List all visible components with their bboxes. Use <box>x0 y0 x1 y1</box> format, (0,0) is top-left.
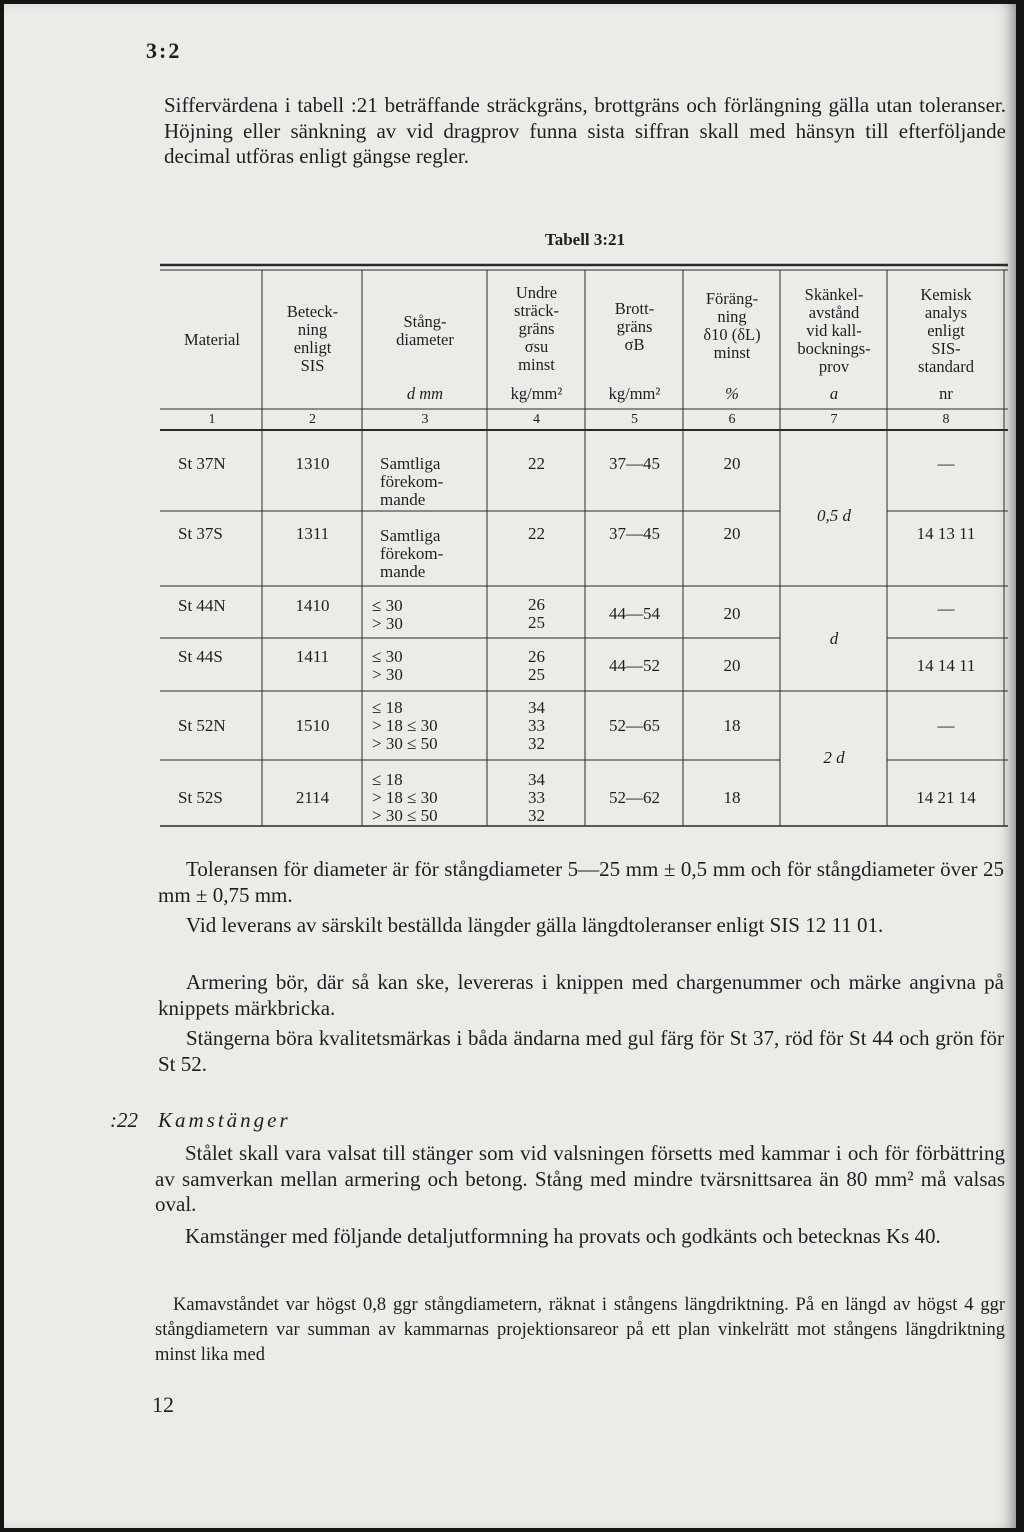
cell-brott: 37—45 <box>609 524 660 543</box>
cell-diameter: > 30 <box>372 665 403 684</box>
header-skankel-unit: a <box>829 384 839 403</box>
paragraph-armering: Armering bör, där så kan ske, levereras i knippen med chargenummer och märke angivna på knippets märkbricka. <box>158 970 1004 1020</box>
cell-diameter: > 30 ≤ 50 <box>372 734 438 753</box>
cell-undre: 33 <box>528 788 545 807</box>
cell-material: St 52S <box>178 788 223 807</box>
header-stangdiameter: Stång- diameter <box>396 312 454 349</box>
cell-kemisk: — <box>937 716 955 735</box>
cell-diameter: ≤ 30 <box>372 647 403 666</box>
section-number: :22 <box>110 1108 138 1132</box>
cell-undre: 25 <box>528 665 545 684</box>
header-kemisk: Kemisk analys enligt SIS- standard <box>918 285 974 376</box>
header-brott-unit: kg/mm² <box>608 384 661 403</box>
column-number: 3 <box>421 412 429 427</box>
cell-diameter: > 18 ≤ 30 <box>372 716 438 735</box>
cell-diameter: Samtliga förekom- mande <box>380 526 444 581</box>
cell-brott: 44—54 <box>609 604 660 623</box>
cell-kemisk: 14 14 11 <box>916 656 976 675</box>
cell-diameter: > 30 <box>372 614 403 633</box>
cell-undre: 33 <box>528 716 545 735</box>
intro-paragraph: Siffervärdena i tabell :21 beträffande sträckgräns, brottgräns och förlängning gälla utan toleranser. Höjning eller sänkning av vid dragprov funna sista siffran skall med hänsyn till efterföljande decimal utföras enligt gängse regler. <box>164 93 1006 168</box>
header-forlangning: Föräng- ning δ10 (δL) minst <box>703 289 761 362</box>
cell-diameter: > 30 ≤ 50 <box>372 806 438 825</box>
cell-forlangning: 18 <box>723 716 741 735</box>
cell-undre: 34 <box>528 770 545 789</box>
cell-undre: 26 <box>528 647 545 666</box>
cell-material: St 44S <box>178 647 223 666</box>
cell-material: St 44N <box>178 596 226 615</box>
cell-sis: 2114 <box>295 788 330 807</box>
cell-undre: 26 <box>528 595 545 614</box>
cell-brott: 44—52 <box>609 656 660 675</box>
cell-brott: 52—65 <box>609 716 660 735</box>
cell-brott: 52—62 <box>609 788 660 807</box>
cell-sis: 1310 <box>295 454 330 473</box>
column-number: 1 <box>208 412 216 427</box>
cell-skankel: 0,5 d <box>817 506 851 525</box>
cell-kemisk: — <box>937 454 955 473</box>
header-brott: Brott- gräns σB <box>614 299 655 354</box>
page-number: 12 <box>152 1392 174 1417</box>
header-stangdiameter-unit: d mm <box>406 384 444 403</box>
cell-kemisk: 14 21 14 <box>916 788 976 807</box>
cell-forlangning: 18 <box>723 788 741 807</box>
paragraph-kvalitetsmarkning: Stängerna böra kvalitetsmärkas i båda ändarna med gul färg för St 37, röd för St 44 och grön för St 52. <box>158 1026 1004 1076</box>
paragraph-tolerans: Toleransen för diameter är för stångdiameter 5—25 mm ± 0,5 mm och för stångdiameter över 25 mm ± 0,75 mm. <box>158 857 1004 907</box>
cell-skankel: d <box>829 629 839 648</box>
cell-undre: 32 <box>528 734 545 753</box>
column-number: 4 <box>533 412 540 427</box>
header-material: Material <box>184 330 240 349</box>
cell-diameter: ≤ 30 <box>372 596 403 615</box>
cell-kemisk: 14 13 11 <box>916 524 976 543</box>
cell-sis: 1311 <box>295 524 330 543</box>
section-title: Kamstänger <box>158 1108 291 1132</box>
section-page-header: 3:2 <box>146 38 182 63</box>
cell-forlangning: 20 <box>723 656 741 675</box>
column-number: 2 <box>309 412 316 427</box>
cell-undre: 32 <box>528 806 545 825</box>
column-number: 6 <box>728 412 736 427</box>
cell-material: St 37N <box>178 454 226 473</box>
header-beteckning: Beteck- ning enligt SIS <box>286 302 339 375</box>
cell-forlangning: 20 <box>723 524 741 543</box>
cell-diameter: ≤ 18 <box>372 698 403 717</box>
column-number: 5 <box>631 412 638 427</box>
table-caption: Tabell 3:21 <box>544 230 626 249</box>
cell-undre: 34 <box>528 698 545 717</box>
cell-undre: 22 <box>528 524 545 543</box>
cell-undre: 25 <box>528 613 545 632</box>
header-skankel: Skänkel- avstånd vid kall- bocknings- prov <box>797 285 871 376</box>
header-forlangning-unit: % <box>725 384 739 403</box>
column-number: 8 <box>942 412 950 427</box>
cell-kemisk: — <box>937 599 955 618</box>
column-number: 7 <box>830 412 838 427</box>
cell-material: St 37S <box>178 524 223 543</box>
paragraph-kamstanger-1: Stålet skall vara valsat till stänger som vid valsningen försetts med kammar i och för förbättring av samverkan mellan armering och betong. Stång med mindre tvärsnittsarea än 80 mm² må valsas oval. <box>155 1141 1005 1216</box>
header-undre-unit: kg/mm² <box>510 384 563 403</box>
cell-material: St 52N <box>178 716 226 735</box>
cell-sis: 1411 <box>295 647 330 666</box>
cell-brott: 37—45 <box>609 454 660 473</box>
paragraph-kamstanger-2: Kamstänger med följande detaljutformning ha provats och godkänts och betecknas Ks 40. <box>185 1224 941 1248</box>
paragraph-kamavstand: Kamavståndet var högst 0,8 ggr stångdiametern, räknat i stångens längdriktning. På en längd av högst 4 ggr stångdiametern var summan av kammarnas projektionsareor på ett plan vinkelrätt mot stångens längdriktning minst lika med <box>155 1295 1005 1365</box>
cell-forlangning: 20 <box>723 454 741 473</box>
cell-undre: 22 <box>528 454 545 473</box>
cell-diameter: > 18 ≤ 30 <box>372 788 438 807</box>
cell-sis: 1510 <box>295 716 330 735</box>
cell-diameter: ≤ 18 <box>372 770 403 789</box>
paragraph-leverans: Vid leverans av särskilt beställda längder gälla längdtoleranser enligt SIS 12 11 01. <box>186 913 884 937</box>
cell-forlangning: 20 <box>723 604 741 623</box>
cell-skankel: 2 d <box>823 748 845 767</box>
cell-diameter: Samtliga förekom- mande <box>380 454 444 509</box>
header-undre: Undre sträck- gräns σsu minst <box>514 283 559 374</box>
header-kemisk-unit: nr <box>939 384 953 403</box>
cell-sis: 1410 <box>295 596 330 615</box>
